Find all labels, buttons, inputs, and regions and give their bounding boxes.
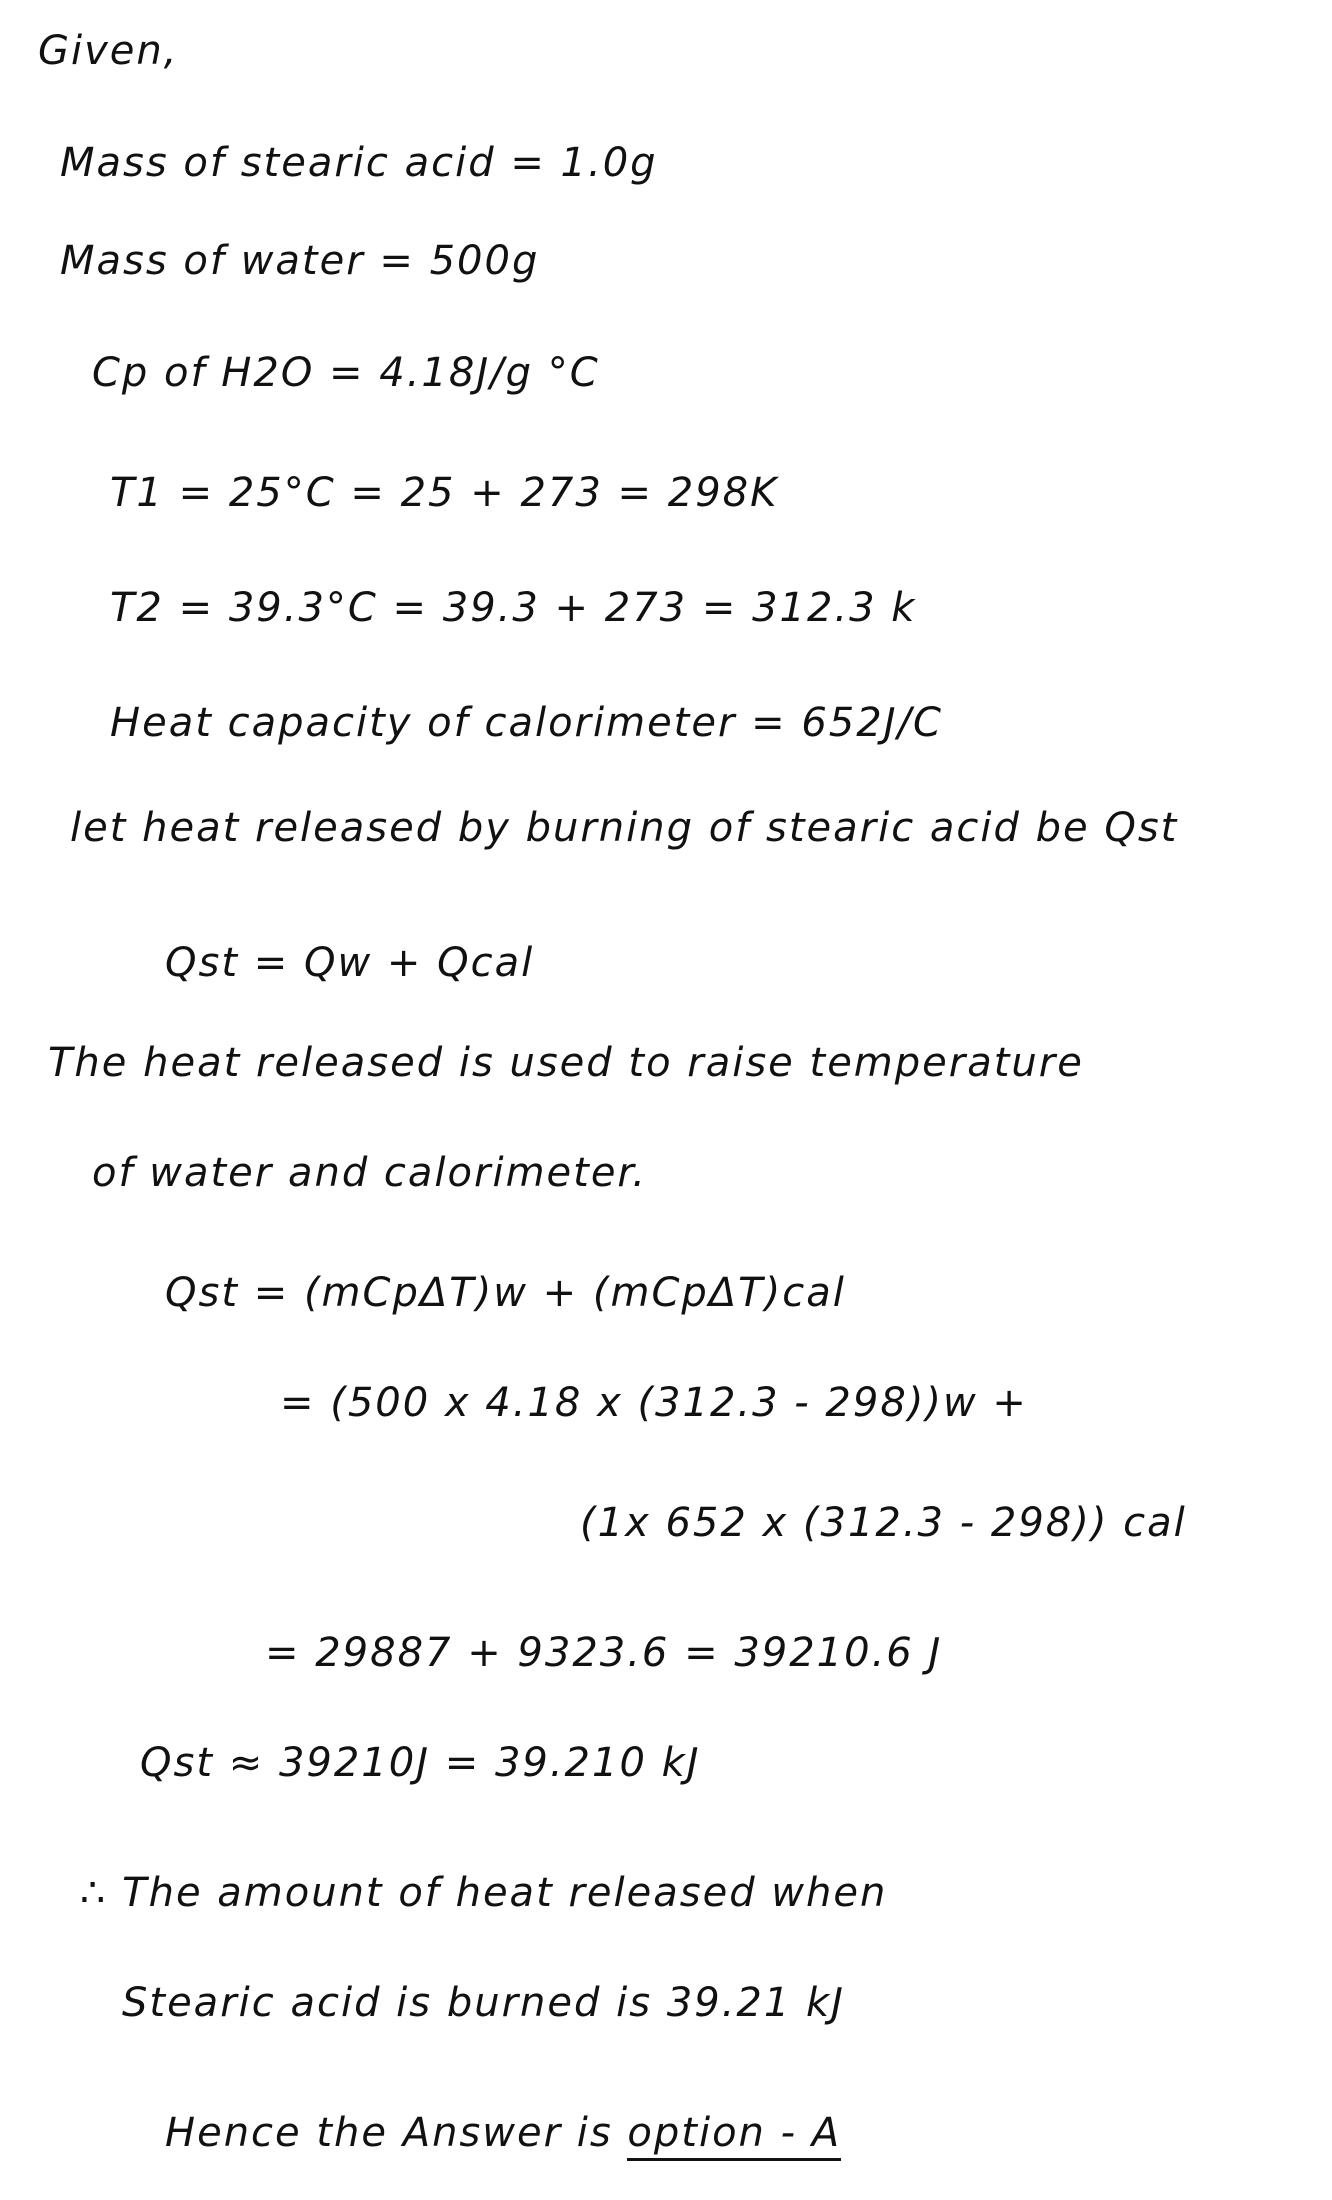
substitution-line-1: = (500 x 4.18 x (312.3 - 298))w + [280,1380,1028,1426]
sum-line: = 29887 + 9323.6 = 39210.6 J [265,1630,943,1676]
qst-formula: Qst = (mCpΔT)w + (mCpΔT)cal [165,1270,846,1316]
approx-line: Qst ≈ 39210J = 39.210 kJ [140,1740,701,1786]
given-heading: Given, [38,28,179,74]
t1-line: T1 = 25°C = 25 + 273 = 298K [110,470,779,516]
heat-used-line-1: The heat released is used to raise temperature [48,1040,1084,1086]
answer-option: option - A [627,2110,841,2161]
heat-used-line-2: of water and calorimeter. [92,1150,647,1196]
conclusion-line-2: Stearic acid is burned is 39.21 kJ [122,1980,845,2026]
answer-line [165,2110,841,2156]
mass-stearic-acid: Mass of stearic acid = 1.0g [60,140,658,186]
conclusion-line-1: ∴ The amount of heat released when [80,1870,888,1916]
let-heat-line: let heat released by burning of stearic acid be Qst [70,805,1179,851]
t2-line: T2 = 39.3°C = 39.3 + 273 = 312.3 k [110,585,917,631]
answer-prefix: Hence the Answer is [165,2110,628,2156]
cp-water: Cp of H2O = 4.18J/g °C [92,350,600,396]
mass-water: Mass of water = 500g [60,238,540,284]
heat-capacity-line: Heat capacity of calorimeter = 652J/C [110,700,943,746]
substitution-line-2: (1x 652 x (312.3 - 298)) cal [580,1500,1187,1546]
qst-equation: Qst = Qw + Qcal [165,940,535,986]
